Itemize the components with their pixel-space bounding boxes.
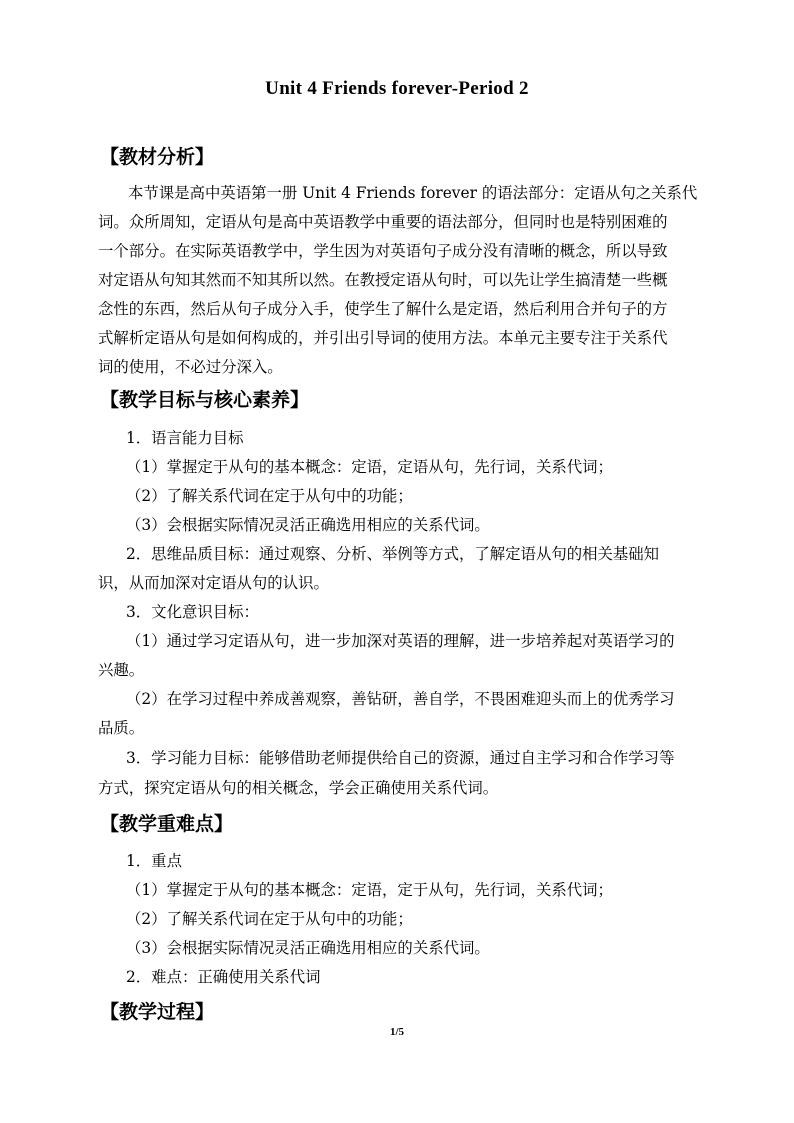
list-item: （3）会根据实际情况灵活正确选用相应的关系代词。 [126,939,490,957]
list-item: 3．学习能力目标：能够借助老师提供给自己的资源，通过自主学习和合作学习等 [126,749,675,767]
list-item: 方式，探究定语从句的相关概念，学会正确使用关系代词。 [98,779,499,797]
list-item: 1．重点 [126,852,182,870]
list-item: 识，从而加深对定语从句的认识。 [98,574,329,592]
section-heading-analysis: 【教材分析】 [100,146,215,168]
list-item: 品质。 [98,719,145,737]
list-item: （1）掌握定于从句的基本概念：定语，定语从句，先行词，关系代词； [126,458,613,476]
list-item: 兴趣。 [98,661,145,679]
paragraph-line: 词。众所周知，定语从句是高中英语教学中重要的语法部分，但同时也是特别困难的 [98,213,668,231]
list-item: （2）在学习过程中养成善观察，善钻研，善自学，不畏困难迎头而上的优秀学习 [126,690,675,708]
paragraph-line: 词的使用，不必过分深入。 [98,358,283,376]
list-item: （2）了解关系代词在定于从句中的功能； [126,487,413,505]
list-item: 2．思维品质目标：通过观察、分析、举例等方式，了解定语从句的相关基础知 [126,545,660,563]
page-number: 1/5 [389,1026,405,1038]
document-title: Unit 4 Friends forever-Period 2 [265,78,529,99]
paragraph-line: 式解析定语从句是如何构成的，并引出引导词的使用方法。本单元主要专注于关系代 [98,329,668,347]
list-item: 2．难点：正确使用关系代词 [126,968,321,986]
list-item: （1）通过学习定语从句，进一步加深对英语的理解，进一步培养起对英语学习的 [126,632,675,650]
section-heading-goals: 【教学目标与核心素养】 [100,389,310,411]
paragraph-line: 对定语从句知其然而不知其所以然。在教授定语从句时，可以先让学生搞清楚一些概 [98,271,668,289]
paragraph-line: 一个部分。在实际英语教学中，学生因为对英语句子成分没有清晰的概念，所以导致 [98,242,668,260]
list-item: 1．语言能力目标 [126,429,244,447]
list-item: 3．文化意识目标： [126,603,259,621]
section-heading-keypoints: 【教学重难点】 [100,813,234,835]
list-item: （3）会根据实际情况灵活正确选用相应的关系代词。 [126,516,490,534]
paragraph-line: 念性的东西，然后从句子成分入手，使学生了解什么是定语，然后利用合并句子的方 [98,300,668,318]
list-item: （1）掌握定于从句的基本概念：定语，定于从句，先行词，关系代词； [126,881,613,899]
paragraph-line: 本节课是高中英语第一册 Unit 4 Friends forever 的语法部分：定语从句之关系代 [128,184,698,202]
list-item: （2）了解关系代词在定于从句中的功能； [126,910,413,928]
section-heading-process: 【教学过程】 [100,1001,215,1023]
